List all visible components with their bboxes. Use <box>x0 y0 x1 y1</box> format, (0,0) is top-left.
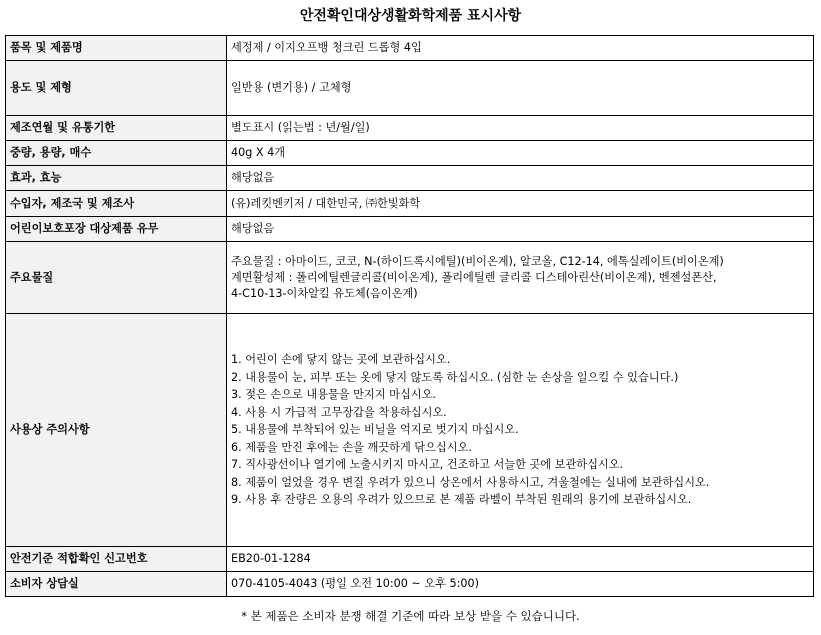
precaution-item: 7. 직사광선이나 열기에 노출시키지 마시고, 건조하고 서늘한 곳에 보관하십시오. <box>231 458 624 472</box>
row-value: 40g X 4개 <box>227 141 814 166</box>
table-row-precautions <box>6 314 814 547</box>
precaution-item: 9. 사용 후 잔량은 오용의 우려가 있으므로 본 제품 라벨이 부착된 원래의 용기에 보관하십시오. <box>231 493 692 507</box>
row-label: 안전기준 적합확인 신고번호 <box>6 547 227 572</box>
precaution-item: 3. 젖은 손으로 내용물을 만지지 마십시오. <box>231 388 436 402</box>
precaution-item: 8. 제품이 얼었을 경우 변질 우려가 있으니 상온에서 사용하시고, 겨울철에는 실내에 보관하십시오. <box>231 475 710 489</box>
substance-line: 4-C10-13-이차알킬 유도체(음이온계) <box>231 286 418 300</box>
row-label: 중량, 용량, 매수 <box>6 141 227 166</box>
row-label: 어린이보호포장 대상제품 유무 <box>6 217 227 242</box>
page-title: 안전확인대상생활화학제품 표시사항 <box>299 8 522 24</box>
row-value: EB20-01-1284 <box>227 547 814 572</box>
table-row-weight <box>6 141 814 166</box>
table-row-main-substances <box>6 242 814 314</box>
row-value: 070-4105-4043 (평일 오전 10:00 ~ 오후 5:00) <box>227 572 814 597</box>
substance-line: 주요물질 : 아마이드, 코코, N-(하이드록시에틸)(비이온계), 알코올, C12-14, 에톡실레이트(비이온계) <box>231 254 724 268</box>
table-row-manufacture-date <box>6 116 814 141</box>
table-row-report-number <box>6 547 814 572</box>
precaution-item: 6. 제품을 만진 후에는 손을 깨끗하게 닦으십시오. <box>231 440 472 454</box>
precaution-item: 2. 내용물이 눈, 피부 또는 옷에 닿지 않도록 하십시오. (심한 눈 손상을 일으킬 수 있습니다.) <box>231 370 679 384</box>
row-value: (유)레킷벤키저 / 대한민국, ㈜한빛화학 <box>227 191 814 217</box>
precaution-item: 4. 사용 시 가급적 고무장갑을 착용하십시오. <box>231 405 447 419</box>
row-label: 품목 및 제품명 <box>6 36 227 61</box>
row-label: 사용상 주의사항 <box>6 314 227 547</box>
row-value: 일반용 (변기용) / 고체형 <box>227 61 814 116</box>
row-label: 효과, 효능 <box>6 166 227 191</box>
row-value: 해당없음 <box>227 217 814 242</box>
table-row-efficacy <box>6 166 814 191</box>
table-row-usage-form <box>6 61 814 116</box>
row-value: 별도표시 (읽는법 : 년/월/일) <box>227 116 814 141</box>
substance-line: 계면활성제 : 폴리에틸렌글리콜(비이온계), 폴리에틸렌 글리콜 디스테아린산(비이온계), 벤젠설폰산, <box>231 270 717 284</box>
row-value <box>227 314 814 547</box>
table-row-consumer-center <box>6 572 814 597</box>
table-row-child-packaging <box>6 217 814 242</box>
row-value: 세정제 / 이지오프뱅 청크린 드롭형 4입 <box>227 36 814 61</box>
row-value: 해당없음 <box>227 166 814 191</box>
row-label: 소비자 상담실 <box>6 572 227 597</box>
row-label: 수입자, 제조국 및 제조사 <box>6 191 227 217</box>
precaution-item: 5. 내용물에 부착되어 있는 비닐을 억지로 벗기지 마십시오. <box>231 423 519 437</box>
table-row-importer <box>6 191 814 217</box>
table-row-product-name <box>6 36 814 61</box>
footnote: * 본 제품은 소비자 분쟁 해결 기준에 따라 보상 받을 수 있습니니다. <box>241 609 580 623</box>
row-value <box>227 242 814 314</box>
row-label: 제조연월 및 유통기한 <box>6 116 227 141</box>
product-info-table <box>5 35 814 597</box>
row-label: 주요물질 <box>6 242 227 314</box>
row-label: 용도 및 제형 <box>6 61 227 116</box>
precaution-item: 1. 어린이 손에 닿지 않는 곳에 보관하십시오. <box>231 353 451 367</box>
